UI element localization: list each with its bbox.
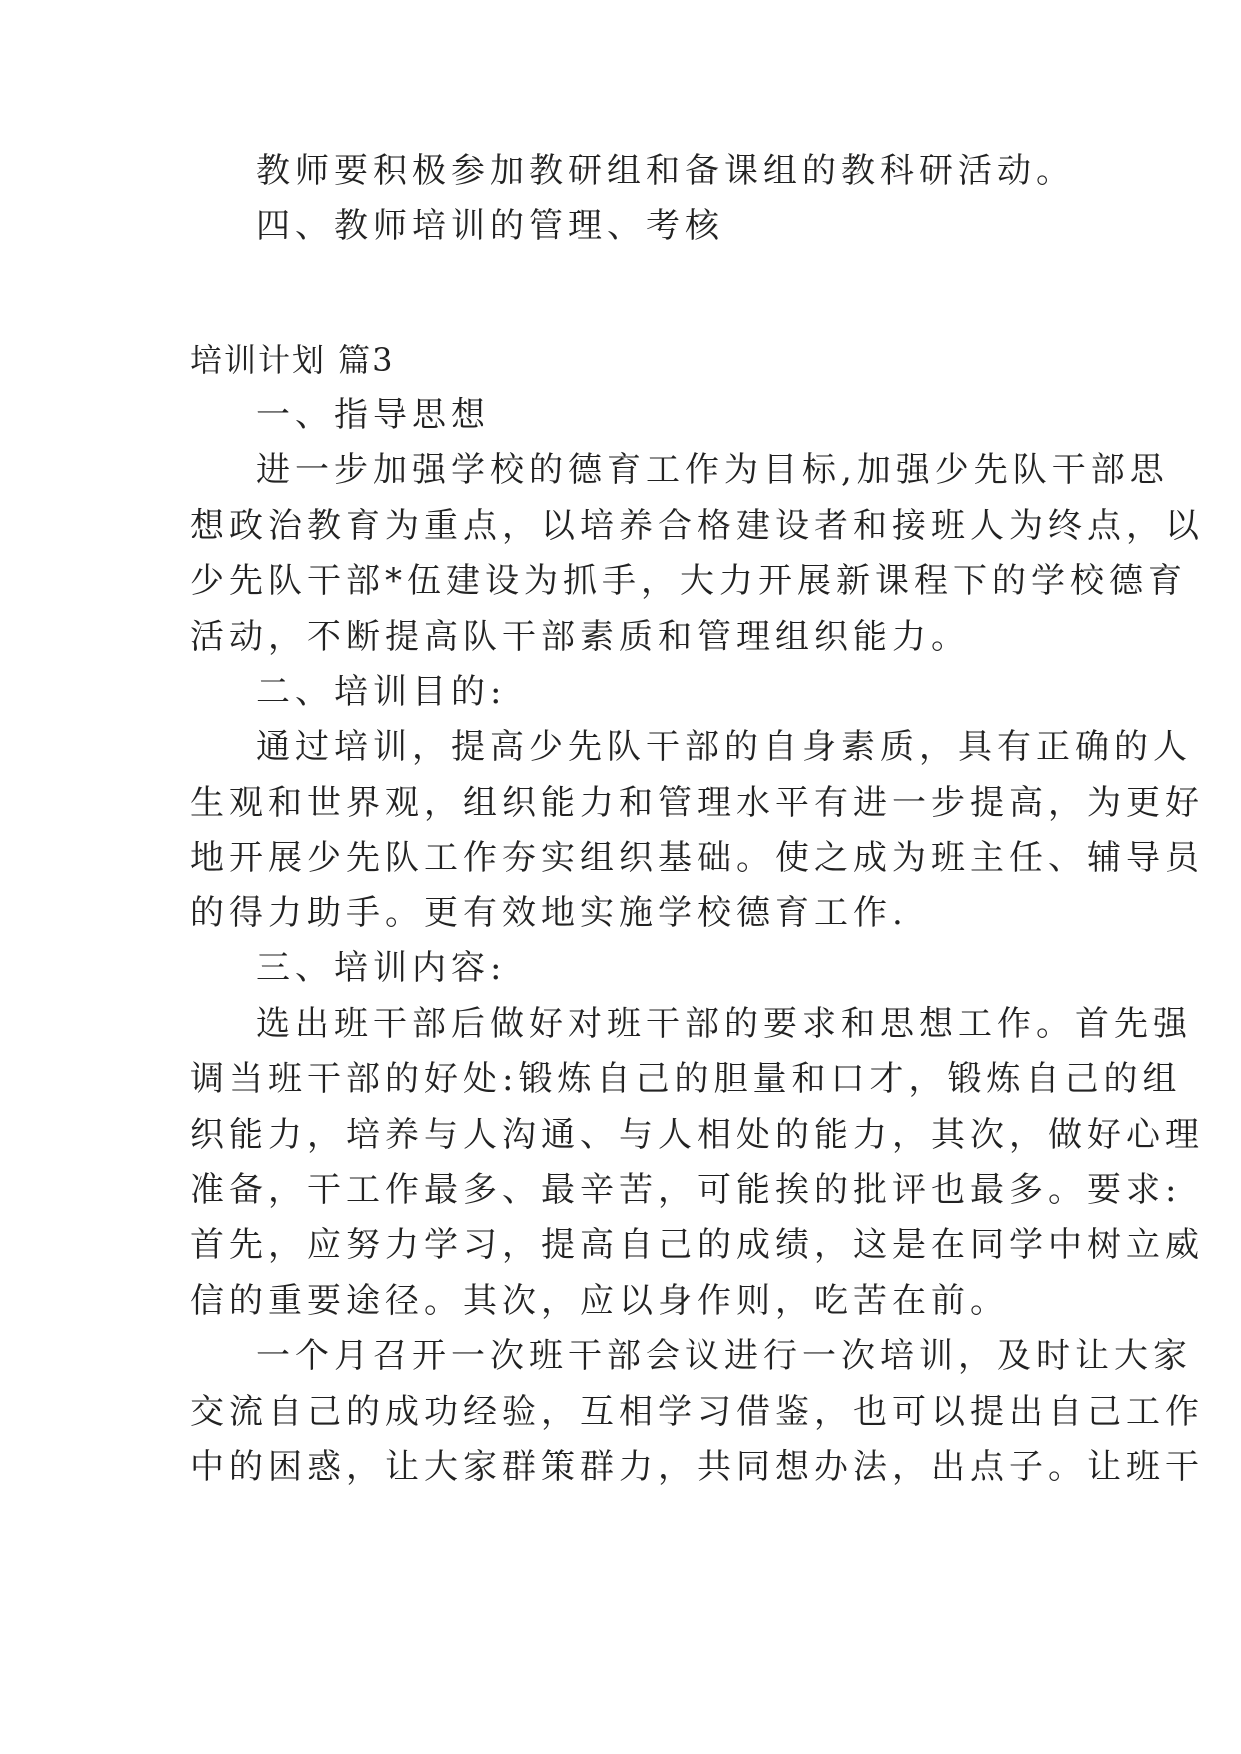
section-heading: 一、指导思想 [256,395,490,435]
text-line: 一个月召开一次班干部会议进行一次培训，及时让大家 [256,1336,1192,1376]
text-line: 交流自己的成功经验，互相学习借鉴，也可以提出自己工作 [190,1392,1204,1432]
text-line: 中的困惑，让大家群策群力，共同想办法，出点子。让班干 [190,1447,1204,1487]
text-line: 活动，不断提高队干部素质和管理组织能力。 [190,617,970,657]
text-line: 通过培训，提高少先队干部的自身素质，具有正确的人 [256,727,1192,767]
section-heading: 三、培训内容: [256,948,507,988]
text-line: 地开展少先队工作夯实组织基础。使之成为班主任、辅导员 [190,838,1204,878]
text-line: 首先，应努力学习，提高自己的成绩，这是在同学中树立威 [190,1225,1204,1265]
text-line: 教师要积极参加教研组和备课组的教科研活动。 [256,151,1075,191]
plan-title: 培训计划 篇3 [190,341,395,379]
text-line: 想政治教育为重点，以培养合格建设者和接班人为终点，以 [190,506,1204,546]
text-line: 少先队干部*伍建设为抓手，大力开展新课程下的学校德育 [190,561,1187,601]
text-line: 调当班干部的好处:锻炼自己的胆量和口才，锻炼自己的组 [190,1059,1182,1099]
section-heading: 二、培训目的: [256,672,507,712]
text-line: 进一步加强学校的德育工作为目标,加强少先队干部思 [256,450,1169,490]
text-line: 织能力，培养与人沟通、与人相处的能力，其次，做好心理 [190,1115,1204,1155]
section-heading: 四、教师培训的管理、考核 [256,206,724,246]
text-line: 信的重要途径。其次，应以身作则，吃苦在前。 [190,1281,1009,1321]
text-line: 选出班干部后做好对班干部的要求和思想工作。首先强 [256,1004,1192,1044]
text-line: 生观和世界观，组织能力和管理水平有进一步提高，为更好 [190,783,1204,823]
text-line: 的得力助手。更有效地实施学校德育工作. [190,893,908,933]
text-line: 准备，干工作最多、最辛苦，可能挨的批评也最多。要求: [190,1170,1182,1210]
